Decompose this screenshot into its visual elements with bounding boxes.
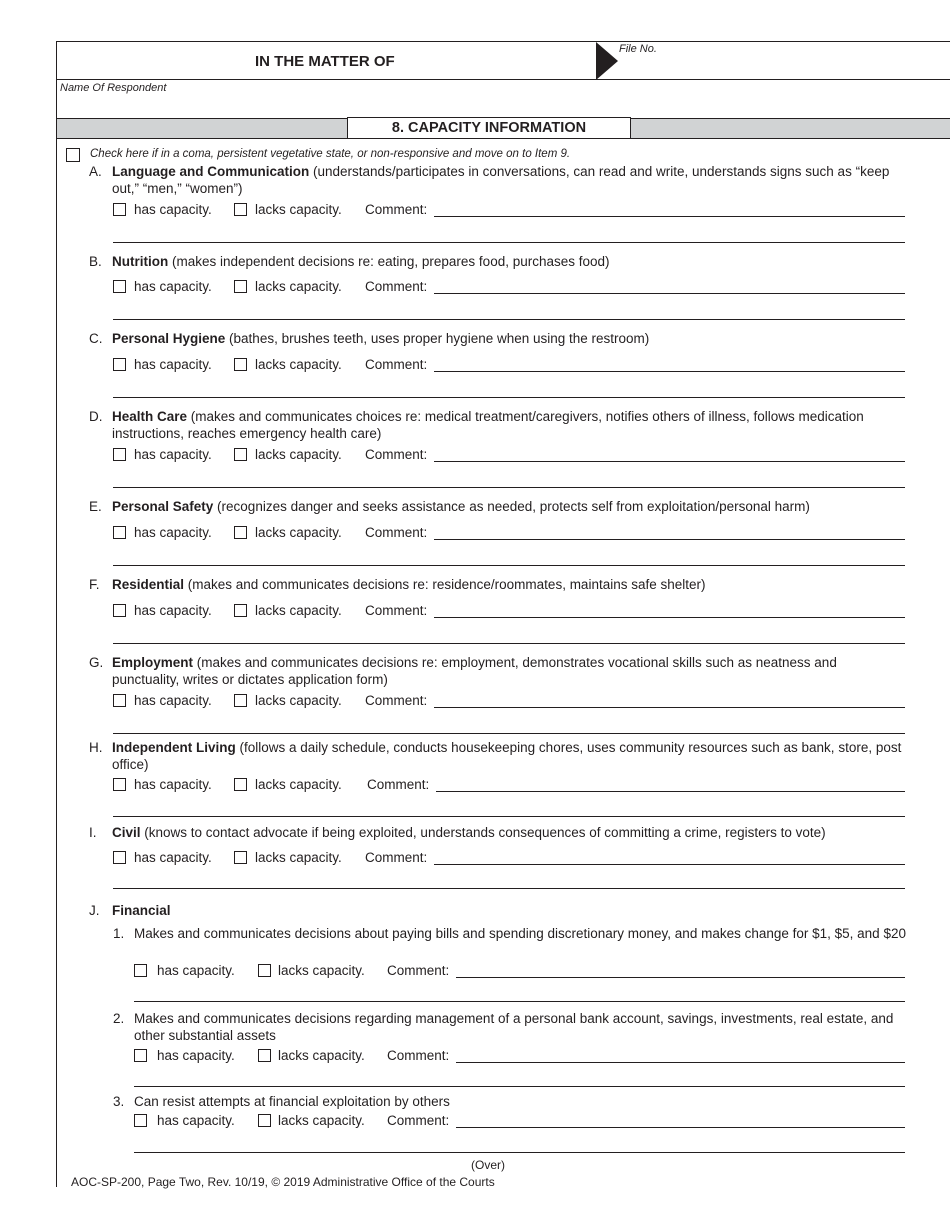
lacks-capacity-checkbox[interactable]: [234, 280, 247, 293]
comment-label: Comment:: [365, 850, 428, 865]
respondent-name-field[interactable]: [60, 80, 946, 100]
comment-field-line2[interactable]: [113, 888, 905, 889]
item-desc: (recognizes danger and seeks assistance as needed, protects self from exploitation/personal harm): [213, 499, 810, 514]
item-title: Personal Hygiene: [112, 331, 226, 346]
subitem-number: 1.: [113, 926, 125, 941]
lacks-capacity-checkbox[interactable]: [234, 448, 247, 461]
comment-field-line2[interactable]: [113, 319, 905, 320]
item-letter: J.: [89, 903, 100, 918]
has-capacity-label: has capacity.: [134, 279, 212, 294]
comment-label: Comment:: [365, 202, 428, 217]
lacks-capacity-checkbox[interactable]: [234, 851, 247, 864]
comment-field-line2[interactable]: [134, 1152, 905, 1153]
comment-label: Comment:: [387, 963, 450, 978]
item-letter: C.: [89, 331, 103, 346]
has-capacity-label: has capacity.: [134, 447, 212, 462]
comment-field-line2[interactable]: [113, 242, 905, 243]
has-capacity-label: has capacity.: [157, 963, 235, 978]
has-capacity-checkbox[interactable]: [134, 1114, 147, 1127]
item-desc: (makes independent decisions re: eating, prepares food, purchases food): [168, 254, 610, 269]
comment-field[interactable]: [434, 617, 905, 618]
item-letter: H.: [89, 740, 103, 755]
item-letter: D.: [89, 409, 103, 424]
item-title: Employment: [112, 655, 194, 670]
comment-label: Comment:: [365, 279, 428, 294]
comment-field[interactable]: [434, 461, 905, 462]
item-title: Financial: [112, 903, 171, 918]
comment-label: Comment:: [387, 1113, 450, 1128]
lacks-capacity-label: lacks capacity.: [255, 357, 342, 372]
has-capacity-checkbox[interactable]: [113, 851, 126, 864]
comment-field[interactable]: [434, 293, 905, 294]
comment-field-line2[interactable]: [134, 1001, 905, 1002]
comment-field[interactable]: [434, 371, 905, 372]
comment-field[interactable]: [434, 216, 905, 217]
subitem-number: 3.: [113, 1094, 125, 1109]
lacks-capacity-checkbox[interactable]: [234, 203, 247, 216]
comment-label: Comment:: [365, 603, 428, 618]
comment-field-line2[interactable]: [113, 487, 905, 488]
header-top-rule: [56, 41, 950, 42]
lacks-capacity-label: lacks capacity.: [278, 1113, 365, 1128]
item-desc: (bathes, brushes teeth, uses proper hygiene when using the restroom): [225, 331, 650, 346]
comment-field[interactable]: [456, 1062, 905, 1063]
item-title: Language and Communication: [112, 164, 310, 179]
comment-label: Comment:: [367, 777, 430, 792]
comment-field[interactable]: [456, 977, 905, 978]
lacks-capacity-checkbox[interactable]: [234, 358, 247, 371]
has-capacity-checkbox[interactable]: [113, 778, 126, 791]
has-capacity-label: has capacity.: [134, 603, 212, 618]
has-capacity-label: has capacity.: [134, 693, 212, 708]
comment-field[interactable]: [434, 707, 905, 708]
comment-field[interactable]: [456, 1127, 905, 1128]
lacks-capacity-label: lacks capacity.: [255, 202, 342, 217]
comment-label: Comment:: [365, 357, 428, 372]
subitem-number: 2.: [113, 1011, 125, 1026]
has-capacity-label: has capacity.: [157, 1048, 235, 1063]
has-capacity-checkbox[interactable]: [113, 280, 126, 293]
item-desc: (makes and communicates choices re: medical treatment/caregivers, notifies others of illness, follows medication instructions, reaches emergency health care): [112, 409, 864, 441]
item-title: Residential: [112, 577, 185, 592]
section-title: 8. CAPACITY INFORMATION: [347, 117, 631, 139]
item-title: Civil: [112, 825, 141, 840]
has-capacity-checkbox[interactable]: [113, 604, 126, 617]
item-letter: B.: [89, 254, 102, 269]
has-capacity-label: has capacity.: [134, 202, 212, 217]
lacks-capacity-label: lacks capacity.: [255, 447, 342, 462]
comment-label: Comment:: [365, 447, 428, 462]
lacks-capacity-checkbox[interactable]: [234, 604, 247, 617]
comment-field[interactable]: [434, 864, 905, 865]
has-capacity-label: has capacity.: [134, 777, 212, 792]
has-capacity-checkbox[interactable]: [113, 448, 126, 461]
comment-label: Comment:: [365, 693, 428, 708]
lacks-capacity-label: lacks capacity.: [255, 279, 342, 294]
matter-label: IN THE MATTER OF: [255, 53, 395, 70]
subitem-text: Can resist attempts at financial exploitation by others: [134, 1094, 450, 1109]
lacks-capacity-checkbox[interactable]: [234, 526, 247, 539]
has-capacity-checkbox[interactable]: [113, 203, 126, 216]
has-capacity-label: has capacity.: [157, 1113, 235, 1128]
comment-field-line2[interactable]: [113, 565, 905, 566]
has-capacity-checkbox[interactable]: [134, 1049, 147, 1062]
item-desc: (understands/participates in conversations, can read and write, understands signs such as “keep out,” “men,” “women”): [112, 164, 890, 196]
comment-field[interactable]: [434, 539, 905, 540]
has-capacity-label: has capacity.: [134, 357, 212, 372]
item-title: Independent Living: [112, 740, 236, 755]
lacks-capacity-checkbox[interactable]: [258, 1114, 271, 1127]
item-title: Health Care: [112, 409, 188, 424]
item-letter: A.: [89, 164, 102, 179]
has-capacity-label: has capacity.: [134, 850, 212, 865]
item-title: Nutrition: [112, 254, 169, 269]
subitem-text: Makes and communicates decisions about paying bills and spending discretionary money, and makes change for $1, $5, and $20: [134, 926, 906, 941]
has-capacity-checkbox[interactable]: [113, 358, 126, 371]
lacks-capacity-checkbox[interactable]: [258, 964, 271, 977]
item-letter: I.: [89, 825, 97, 840]
over-note: (Over): [471, 1158, 505, 1172]
lacks-capacity-checkbox[interactable]: [234, 778, 247, 791]
lacks-capacity-checkbox[interactable]: [234, 694, 247, 707]
item-letter: F.: [89, 577, 100, 592]
coma-checkbox[interactable]: [66, 148, 80, 162]
comment-field-line2[interactable]: [113, 397, 905, 398]
arrow-marker-icon: [596, 42, 618, 80]
comment-field-line2[interactable]: [134, 1086, 905, 1087]
item-desc: (makes and communicates decisions re: residence/roommates, maintains safe shelter): [184, 577, 706, 592]
comment-field-line2[interactable]: [113, 733, 905, 734]
item-letter: E.: [89, 499, 102, 514]
item-desc: (follows a daily schedule, conducts housekeeping chores, uses community resources such as bank, store, post office): [112, 740, 902, 772]
item-letter: G.: [89, 655, 104, 670]
item-desc: (makes and communicates decisions re: employment, demonstrates vocational skills such as neatness and punctuality, writes or dictates application form): [112, 655, 837, 687]
comment-label: Comment:: [387, 1048, 450, 1063]
has-capacity-checkbox[interactable]: [113, 526, 126, 539]
comment-field-line2[interactable]: [113, 816, 905, 817]
lacks-capacity-label: lacks capacity.: [255, 603, 342, 618]
lacks-capacity-label: lacks capacity.: [255, 693, 342, 708]
lacks-capacity-label: lacks capacity.: [278, 963, 365, 978]
subitem-text: Makes and communicates decisions regarding management of a personal bank account, savings, investments, real estate, and other substantial assets: [134, 1011, 894, 1043]
lacks-capacity-label: lacks capacity.: [278, 1048, 365, 1063]
respondent-label: Name Of Respondent: [60, 82, 167, 94]
file-no-field[interactable]: [618, 47, 950, 79]
form-id: AOC-SP-200, Page Two, Rev. 10/19, © 2019 Administrative Office of the Courts: [71, 1175, 495, 1189]
item-title: Personal Safety: [112, 499, 214, 514]
comment-label: Comment:: [365, 525, 428, 540]
has-capacity-label: has capacity.: [134, 525, 212, 540]
file-no-label: File No.: [619, 43, 657, 55]
left-margin-rule: [56, 41, 57, 1187]
lacks-capacity-label: lacks capacity.: [255, 850, 342, 865]
coma-check-text: Check here if in a coma, persistent vegetative state, or non-responsive and move on to Item 9.: [90, 148, 571, 160]
lacks-capacity-checkbox[interactable]: [258, 1049, 271, 1062]
has-capacity-checkbox[interactable]: [134, 964, 147, 977]
lacks-capacity-label: lacks capacity.: [255, 777, 342, 792]
lacks-capacity-label: lacks capacity.: [255, 525, 342, 540]
comment-field-line2[interactable]: [113, 643, 905, 644]
has-capacity-checkbox[interactable]: [113, 694, 126, 707]
item-desc: (knows to contact advocate if being exploited, understands consequences of committing a crime, registers to vote): [140, 825, 826, 840]
comment-field[interactable]: [436, 791, 905, 792]
